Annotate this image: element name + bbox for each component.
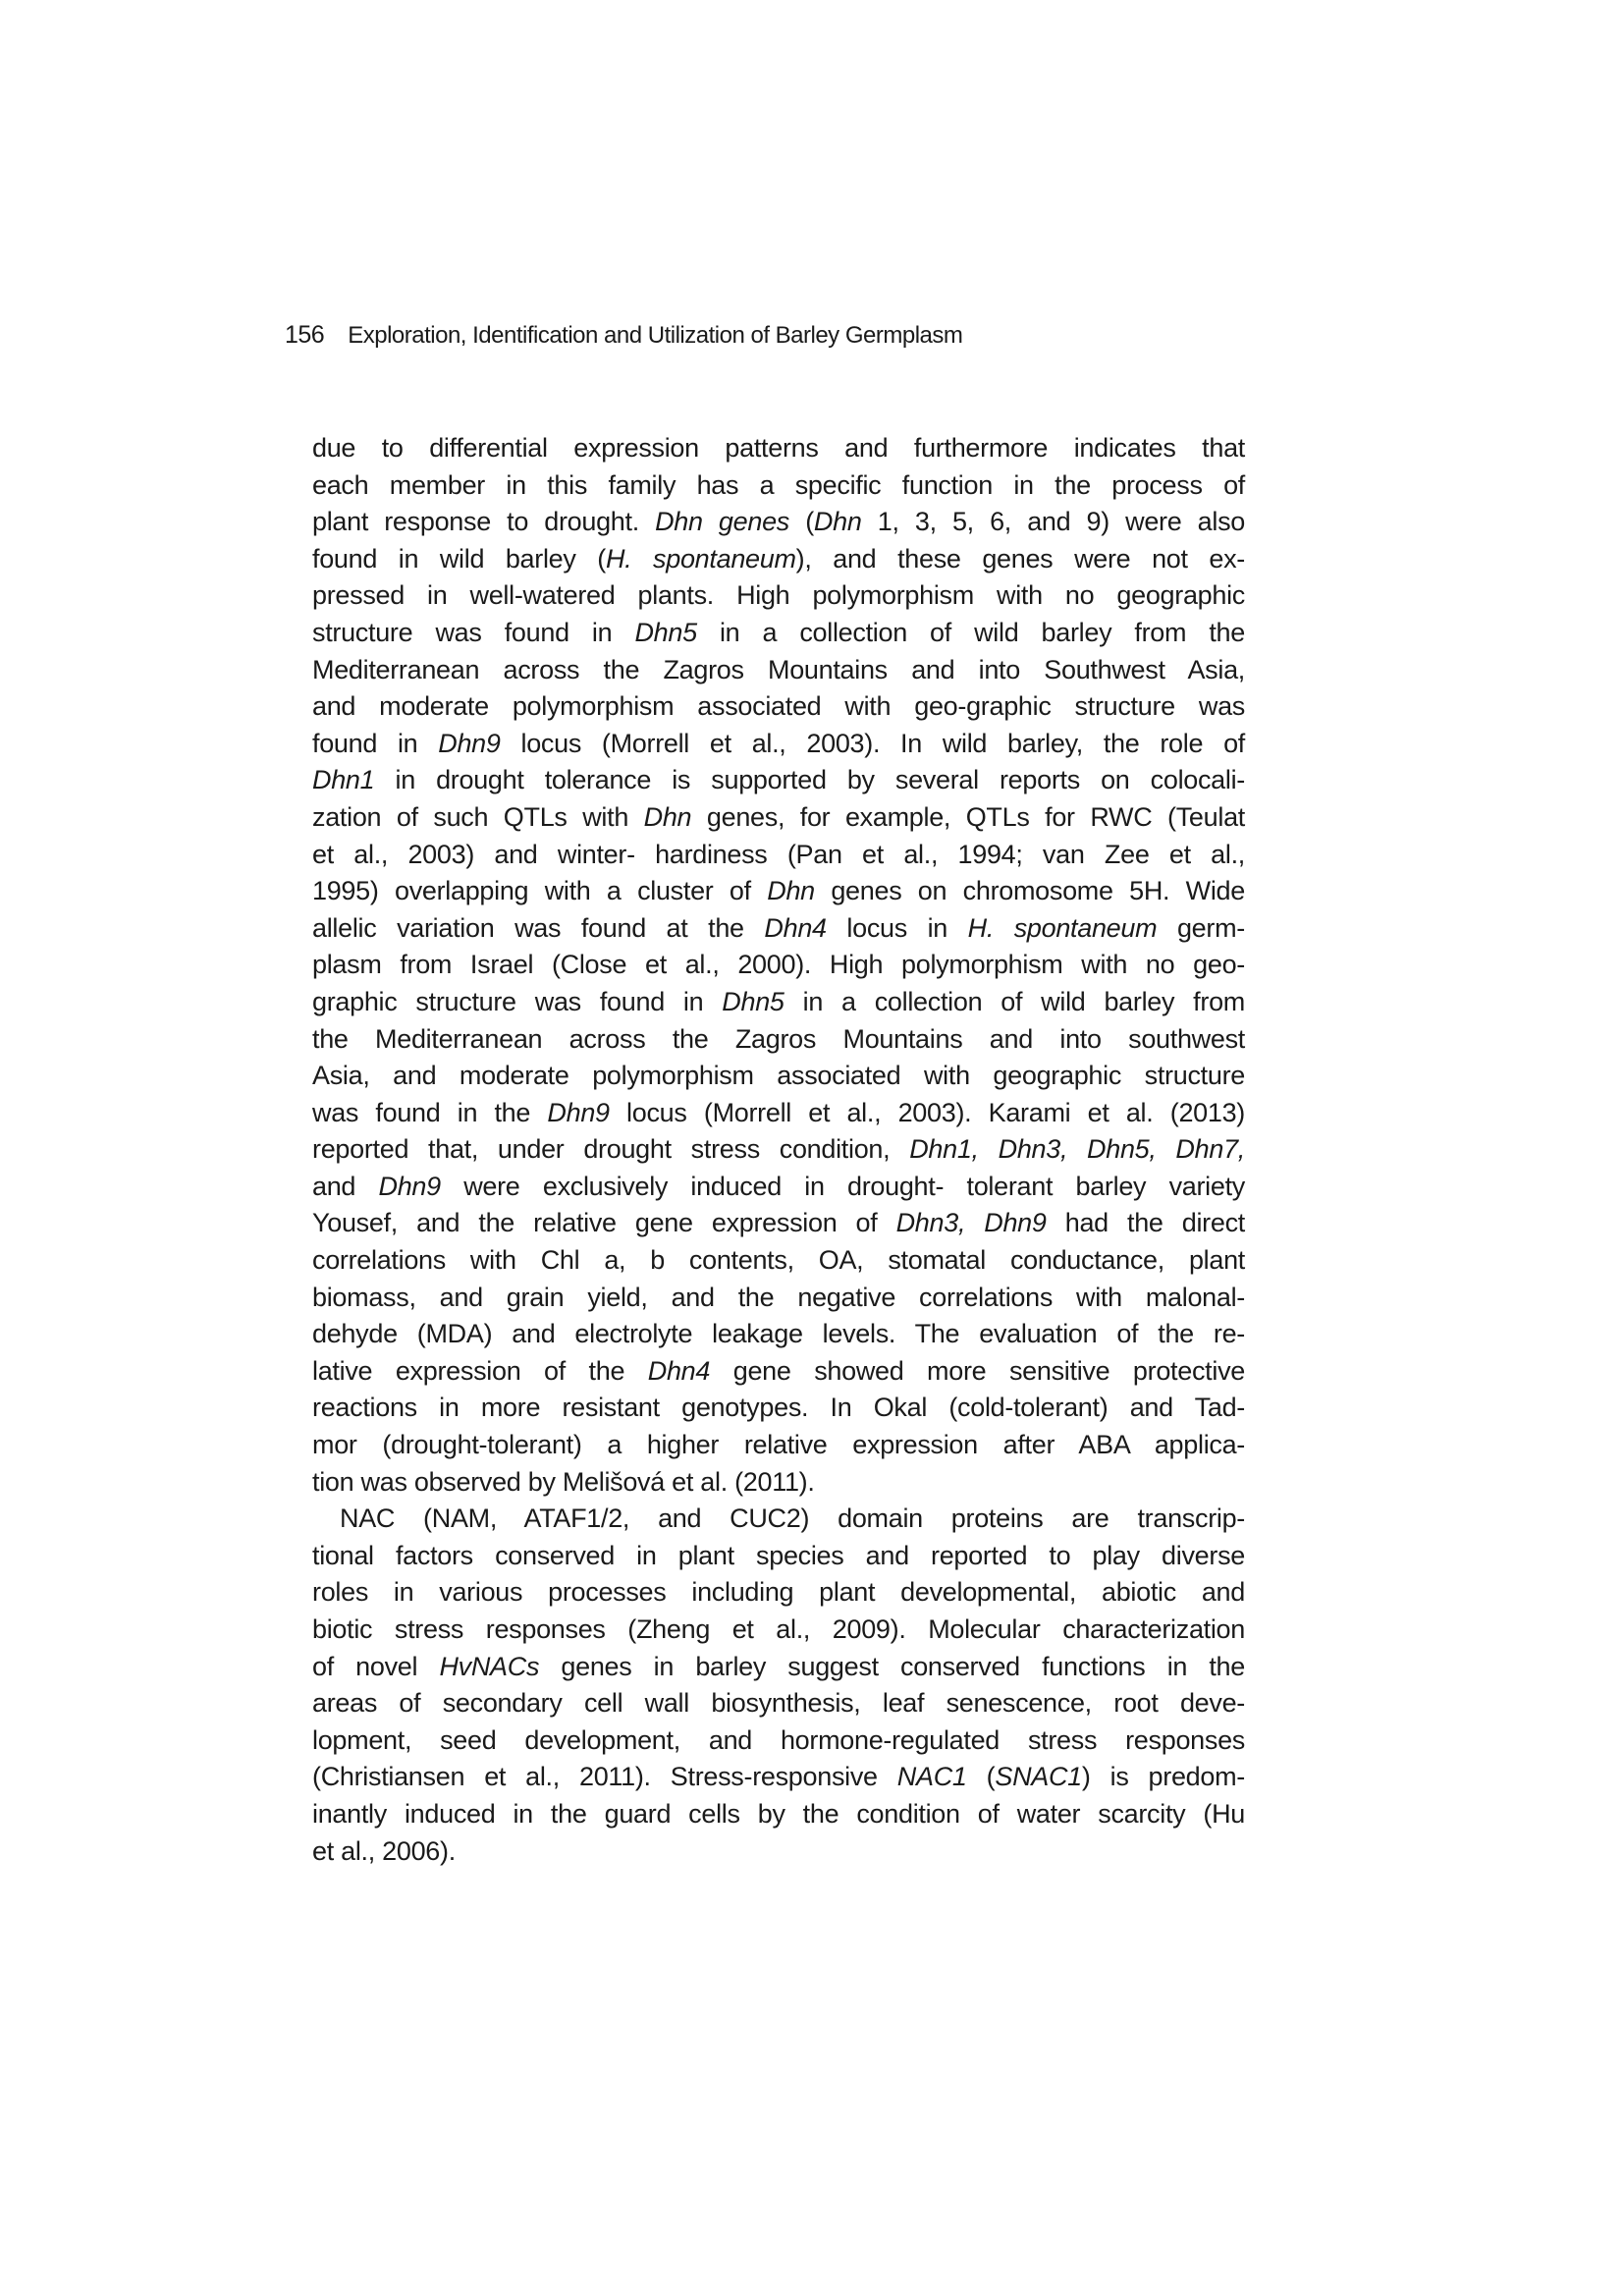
text-run: ( xyxy=(789,507,814,537)
text-line xyxy=(312,1169,1245,1206)
text-run: found in xyxy=(312,728,439,758)
text-run: Yousef, and the relative gene expression of xyxy=(312,1208,896,1238)
italic-text-run: Dhn1 xyxy=(312,765,375,795)
italic-text-run: Dhn5 xyxy=(722,986,784,1016)
text-line xyxy=(312,1464,1245,1502)
text-run: the Mediterranean across the Zagros Mountains and into southwest xyxy=(312,1023,1245,1054)
text-run: and xyxy=(312,1171,379,1201)
text-line xyxy=(312,1685,1245,1722)
text-run: in a collection of wild barley from the xyxy=(696,617,1245,647)
text-run: plant response to drought. xyxy=(312,507,656,537)
text-line xyxy=(312,1205,1245,1242)
italic-text-run: NAC1 xyxy=(896,1762,967,1792)
text-line xyxy=(312,1759,1245,1796)
text-line xyxy=(312,1649,1245,1686)
text-run: NAC (NAM, ATAF1/2, and CUC2) domain proteins are transcrip- xyxy=(340,1503,1245,1534)
text-run: Asia, and moderate polymorphism associated with geographic structure xyxy=(312,1061,1245,1091)
text-run: reported that, under drought stress condition, xyxy=(312,1134,910,1165)
text-run: had the direct xyxy=(1046,1208,1245,1238)
text-run: genes in barley suggest conserved functions in the xyxy=(539,1651,1245,1681)
text-line xyxy=(312,837,1245,874)
text-run: in a collection of wild barley from xyxy=(784,986,1245,1016)
text-run: and moderate polymorphism associated with geo-graphic structure was xyxy=(312,691,1245,722)
text-run: found in wild barley ( xyxy=(312,543,606,574)
text-run: were exclusively induced in drought- tolerant barley variety xyxy=(440,1171,1245,1201)
text-run: biomass, and grain yield, and the negative correlations with malonal- xyxy=(312,1282,1245,1312)
text-line xyxy=(312,1538,1245,1575)
text-line xyxy=(312,1058,1245,1095)
text-run: genes, for example, QTLs for RWC (Teulat xyxy=(691,801,1245,832)
text-line xyxy=(312,1574,1245,1612)
text-run: in drought tolerance is supported by several reports on colocali- xyxy=(374,765,1245,795)
italic-text-run: Dhn5 xyxy=(634,617,697,647)
text-line xyxy=(312,1612,1245,1649)
italic-text-run: Dhn genes xyxy=(655,507,790,537)
text-run: (Christiansen et al., 2011). Stress-responsive xyxy=(312,1762,897,1792)
text-run: dehyde (MDA) and electrolyte leakage levels. The evaluation of the re- xyxy=(312,1319,1245,1349)
text-line xyxy=(312,467,1245,505)
text-line xyxy=(312,1501,1245,1538)
text-run: pressed in well-watered plants. High polymorphism with no geographic xyxy=(312,580,1245,611)
italic-text-run: Dhn4 xyxy=(764,912,827,943)
text-line xyxy=(312,1796,1245,1833)
italic-text-run: SNAC1 xyxy=(995,1762,1082,1792)
italic-text-run: Dhn xyxy=(767,876,815,906)
text-line xyxy=(312,984,1245,1021)
italic-text-run: HvNACs xyxy=(439,1651,540,1681)
text-run: due to differential expression patterns and furthermore indicates that xyxy=(312,433,1245,463)
text-run: tion was observed by Melišová et al. (2011). xyxy=(312,1466,815,1497)
text-line xyxy=(312,1427,1245,1464)
text-line xyxy=(312,430,1245,467)
text-line xyxy=(312,1833,1245,1871)
text-run: ), and these genes were not ex- xyxy=(795,543,1245,574)
text-line xyxy=(312,726,1245,763)
text-run: was found in the xyxy=(312,1097,548,1127)
text-line xyxy=(312,577,1245,615)
italic-text-run: Dhn4 xyxy=(647,1355,711,1386)
text-run: ) is predom- xyxy=(1081,1762,1245,1792)
italic-text-run: Dhn xyxy=(643,801,692,832)
italic-text-run: Dhn1, Dhn3, Dhn5, Dhn7, xyxy=(909,1134,1245,1165)
text-run: locus in xyxy=(826,912,968,943)
text-run: 1995) overlapping with a cluster of xyxy=(312,876,768,906)
text-run: Mediterranean across the Zagros Mountains and into Southwest Asia, xyxy=(312,654,1245,684)
text-run: reactions in more resistant genotypes. In Okal (cold-tolerant) and Tad- xyxy=(312,1393,1245,1423)
text-run: each member in this family has a specific function in the process of xyxy=(312,469,1245,500)
text-run: inantly induced in the guard cells by the condition of water scarcity (Hu xyxy=(312,1798,1245,1829)
italic-text-run: H. spontaneum xyxy=(967,912,1158,943)
text-run: 1, 3, 5, 6, and 9) were also xyxy=(861,507,1245,537)
text-run: of novel xyxy=(312,1651,440,1681)
page-number: 156 xyxy=(285,321,325,349)
italic-text-run: Dhn3, Dhn9 xyxy=(895,1208,1047,1238)
text-line xyxy=(312,615,1245,652)
text-line xyxy=(312,1021,1245,1059)
text-line xyxy=(312,910,1245,948)
italic-text-run: H. spontaneum xyxy=(605,543,796,574)
text-run: allelic variation was found at the xyxy=(312,912,765,943)
text-line xyxy=(312,1353,1245,1391)
italic-text-run: Dhn9 xyxy=(547,1097,610,1127)
italic-text-run: Dhn9 xyxy=(438,728,501,758)
text-run: lative expression of the xyxy=(312,1355,648,1386)
text-run: structure was found in xyxy=(312,617,635,647)
text-run: roles in various processes including plant developmental, abiotic and xyxy=(312,1577,1245,1608)
text-line xyxy=(312,1280,1245,1317)
text-line xyxy=(312,1722,1245,1760)
text-line xyxy=(312,1242,1245,1280)
italic-text-run: Dhn xyxy=(813,507,862,537)
text-line xyxy=(312,762,1245,799)
text-line xyxy=(312,873,1245,910)
italic-text-run: Dhn9 xyxy=(378,1171,441,1201)
text-run: et al., 2006). xyxy=(312,1835,456,1866)
text-run: germ- xyxy=(1157,912,1245,943)
text-run: ( xyxy=(966,1762,996,1792)
body-text-column xyxy=(312,430,1245,1870)
text-run: gene showed more sensitive protective xyxy=(710,1355,1245,1386)
text-run: tional factors conserved in plant species and reported to play diverse xyxy=(312,1540,1245,1570)
running-title: Exploration, Identification and Utilization of Barley Germplasm xyxy=(348,322,963,349)
page-header xyxy=(285,321,962,350)
text-run: correlations with Chl a, b contents, OA, stomatal conductance, plant xyxy=(312,1245,1245,1276)
text-run: areas of secondary cell wall biosynthesis, leaf senescence, root deve- xyxy=(312,1688,1245,1719)
text-line xyxy=(312,504,1245,541)
text-run: mor (drought-tolerant) a higher relative expression after ABA applica- xyxy=(312,1430,1245,1460)
text-run: zation of such QTLs with xyxy=(312,801,644,832)
text-run: graphic structure was found in xyxy=(312,986,723,1016)
text-run: lopment, seed development, and hormone-regulated stress responses xyxy=(312,1724,1245,1755)
text-line xyxy=(312,1390,1245,1427)
text-line xyxy=(312,947,1245,984)
text-line xyxy=(312,652,1245,689)
text-line xyxy=(312,1095,1245,1132)
text-run: et al., 2003) and winter- hardiness (Pan et al., 1994; van Zee et al., xyxy=(312,839,1245,869)
text-run: biotic stress responses (Zheng et al., 2009). Molecular characterization xyxy=(312,1614,1245,1644)
text-line xyxy=(312,541,1245,578)
text-run: locus (Morrell et al., 2003). Karami et al. (2013) xyxy=(609,1097,1245,1127)
text-run: locus (Morrell et al., 2003). In wild barley, the role of xyxy=(500,728,1245,758)
text-line xyxy=(312,799,1245,837)
text-line xyxy=(312,688,1245,726)
text-line xyxy=(312,1316,1245,1353)
text-line xyxy=(312,1131,1245,1169)
text-run: plasm from Israel (Close et al., 2000). High polymorphism with no geo- xyxy=(312,950,1245,980)
text-run: genes on chromosome 5H. Wide xyxy=(814,876,1245,906)
